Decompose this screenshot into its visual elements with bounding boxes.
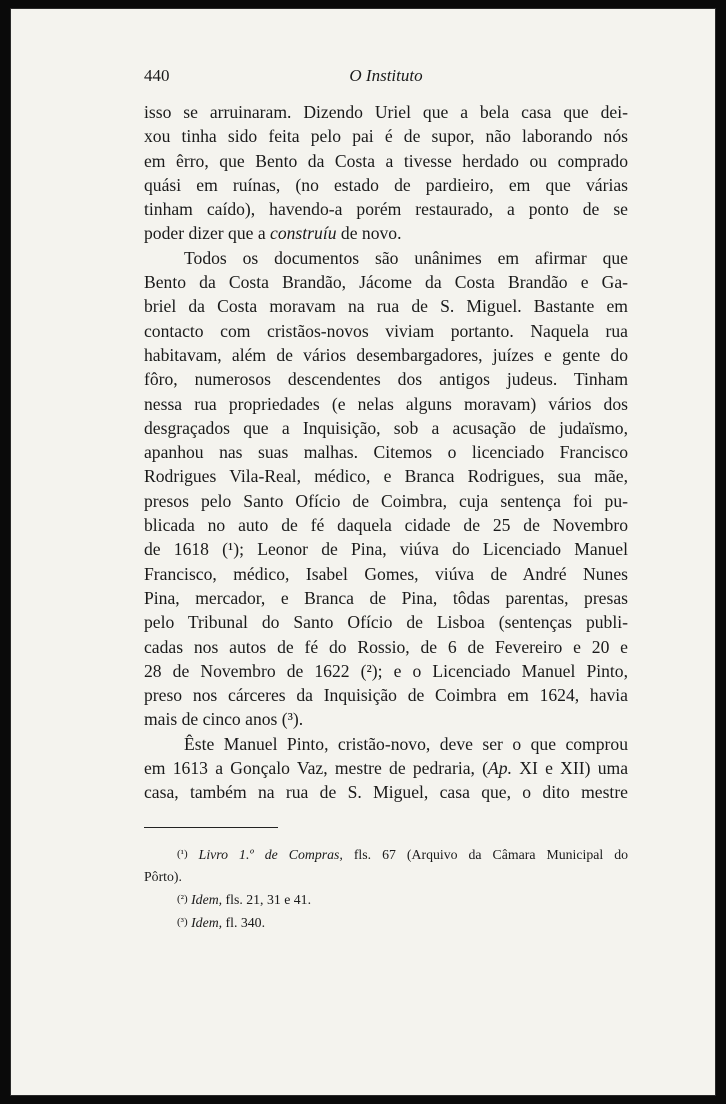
footnote-1-continuation: Pôrto). — [144, 868, 182, 884]
running-title: O Instituto — [349, 66, 423, 85]
text-line: habitavam, além de vários desembargadores, juízes e gente do — [144, 344, 628, 365]
text-span: de novo. — [336, 223, 402, 244]
footnote-mark: (¹) — [177, 848, 188, 860]
italic-text: construíu — [270, 223, 337, 244]
text-line: cadas nos autos de fé do Rossio, de 6 de Fevereiro e 20 e — [144, 636, 628, 657]
text-line: Todos os documentos são unânimes em afirmar que — [184, 247, 628, 268]
footnote-source: Livro 1.º de Compras, — [198, 847, 343, 862]
footnotes — [144, 843, 628, 933]
text-line: nessa rua propriedades (e nelas alguns moravam) vários dos — [144, 393, 628, 414]
text-line: 28 de Novembro de 1622 (²); e o Licenciado Manuel Pinto, — [144, 660, 628, 681]
body-text — [144, 100, 628, 805]
text-line: desgraçados que a Inquisição, sob a acusação de judaïsmo, — [144, 417, 628, 438]
footnote-mark: (³) — [177, 915, 188, 928]
footnote-text: fl. 340. — [222, 914, 266, 930]
text-line: Pina, mercador, e Branca de Pina, tôdas parentas, presas — [144, 587, 628, 608]
text-line: contacto com cristãos-novos viviam portanto. Naquela rua — [144, 320, 628, 341]
text-line: tinham caído), havendo-a porém restaurado, a ponto de se — [144, 199, 628, 220]
text-line: em êrro, que Bento da Costa a tivesse herdado ou comprado — [144, 150, 628, 171]
text-line: Êste Manuel Pinto, cristão-novo, deve ser o que comprou — [184, 733, 628, 754]
italic-text: Ap. — [488, 758, 512, 779]
text-line: de 1618 (¹); Leonor de Pina, viúva do Licenciado Manuel — [144, 539, 628, 560]
text-line: casa, também na rua de S. Miguel, casa que, o dito mestre — [144, 782, 628, 803]
text-line: xou tinha sido feita pelo pai é de supor, não laborando nós — [144, 126, 628, 147]
text-span: XI e XII) uma — [512, 758, 628, 779]
footnote-source: Idem, — [191, 892, 223, 907]
footnote-1 — [144, 843, 628, 866]
footnote-text: fls. 21, 31 e 41. — [222, 892, 312, 907]
text-line: mais de cinco anos (³). — [144, 709, 304, 730]
text-line: Bento da Costa Brandão, Jácome da Costa Brandão e Ga- — [144, 272, 628, 293]
text-line: quási em ruínas, (no estado de pardieiro, em que várias — [144, 174, 628, 195]
text-line: presos pelo Santo Ofício de Coimbra, cuja sentença foi pu- — [144, 490, 628, 511]
text-line: preso nos cárceres da Inquisição de Coimbra em 1624, havia — [144, 685, 628, 706]
text-line: Rodrigues Vila-Real, médico, e Branca Rodrigues, sua mãe, — [144, 466, 628, 487]
footnote-2 — [144, 888, 628, 911]
page-header — [144, 66, 628, 88]
text-line: Francisco, médico, Isabel Gomes, viúva de André Nunes — [144, 563, 628, 584]
text-line: isso se arruinaram. Dizendo Uriel que a bela casa que dei- — [144, 102, 628, 122]
text-span: poder dizer que a — [144, 223, 271, 244]
footnote-mark: (²) — [177, 893, 188, 905]
text-span: em 1613 a Gonçalo Vaz, mestre de pedraria, ( — [144, 758, 489, 779]
text-line — [144, 221, 628, 245]
text-line: pelo Tribunal do Santo Ofício de Lisboa (sentenças publi- — [144, 612, 628, 633]
text-line: blicada no auto de fé daquela cidade de 25 de Novembro — [144, 515, 628, 536]
text-line — [144, 756, 628, 780]
footnote-source: Idem, — [191, 914, 223, 930]
footnote-text: fls. 67 (Arquivo da Câmara Municipal do — [342, 847, 629, 862]
page-number: 440 — [144, 66, 170, 85]
text-line: fôro, numerosos descendentes dos antigos judeus. Tinham — [144, 369, 628, 390]
footnote-3 — [144, 911, 628, 934]
footnote-rule — [144, 827, 278, 828]
text-line: apanhou nas suas malhas. Citemos o licenciado Francisco — [144, 442, 628, 463]
text-line: briel da Costa moravam na rua de S. Miguel. Bastante em — [144, 296, 628, 317]
